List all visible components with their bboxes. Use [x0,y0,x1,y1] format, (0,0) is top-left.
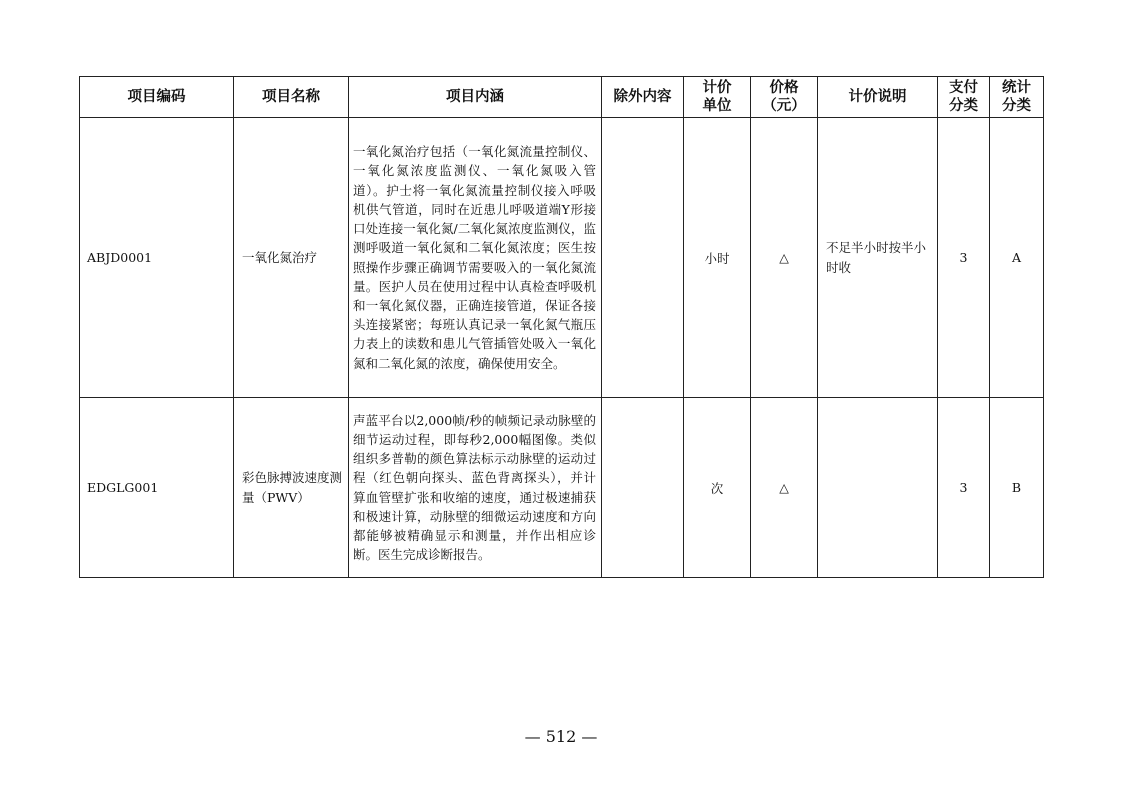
excluded-content-cell [602,398,684,578]
pricing-note-cell: 不足半小时按半小时收 [818,118,938,398]
page-number: — 512 — [524,727,598,746]
table-row [80,118,1044,398]
header-pricing-unit: 计价 单位 [684,77,751,118]
table-header-row [80,77,1044,118]
price-cell: △ [751,398,818,578]
table-row [80,398,1044,578]
statistics-class-cell: B [990,398,1044,578]
header-statistics-class: 统计 分类 [990,77,1044,118]
pricing-table [79,76,1044,578]
header-price: 价格 （元） [751,77,818,118]
item-content-cell: 一氧化氮治疗包括（一氧化氮流量控制仪、一氧化氮浓度监测仪、一氧化氮吸入管道）。护士将一氧化氮流量控制仪接入呼吸机供气管道，同时在近患儿呼吸道端Y形接口处连接一氧化氮/二氧化氮浓度监测仪，监测呼吸道一氧化氮和二氧化氮浓度；医生按照操作步骤正确调节需要吸入的一氧化氮流量。医护人员在使用过程中认真检查呼吸机和一氧化氮仪器，正确连接管道，保证各接头连接紧密；每班认真记录一氧化氮气瓶压力表上的读数和患儿气管插管处吸入一氧化氮和二氧化氮的浓度，确保使用安全。 [349,118,602,398]
payment-class-cell: 3 [938,118,990,398]
payment-class-cell: 3 [938,398,990,578]
item-code-cell: EDGLG001 [80,398,234,578]
item-code-cell: ABJD0001 [80,118,234,398]
statistics-class-cell: A [990,118,1044,398]
excluded-content-cell [602,118,684,398]
item-content-cell: 声蓝平台以2,000帧/秒的帧频记录动脉壁的细节运动过程，即每秒2,000幅图像。类似组织多普勒的颜色算法标示动脉壁的运动过程（红色朝向探头、蓝色背离探头），并计算血管壁扩张和收缩的速度，通过极速捕获和极速计算，动脉壁的细微运动速度和方向都能够被精确显示和测量，并作出相应诊断。医生完成诊断报告。 [349,398,602,578]
header-excluded-content: 除外内容 [602,77,684,118]
header-item-code: 项目编码 [80,77,234,118]
header-pricing-note: 计价说明 [818,77,938,118]
item-name-cell: 彩色脉搏波速度测量（PWV） [234,398,349,578]
header-payment-class: 支付 分类 [938,77,990,118]
pricing-note-cell [818,398,938,578]
header-item-content: 项目内涵 [349,77,602,118]
price-cell: △ [751,118,818,398]
pricing-unit-cell: 次 [684,398,751,578]
header-item-name: 项目名称 [234,77,349,118]
item-name-cell: 一氧化氮治疗 [234,118,349,398]
pricing-unit-cell: 小时 [684,118,751,398]
